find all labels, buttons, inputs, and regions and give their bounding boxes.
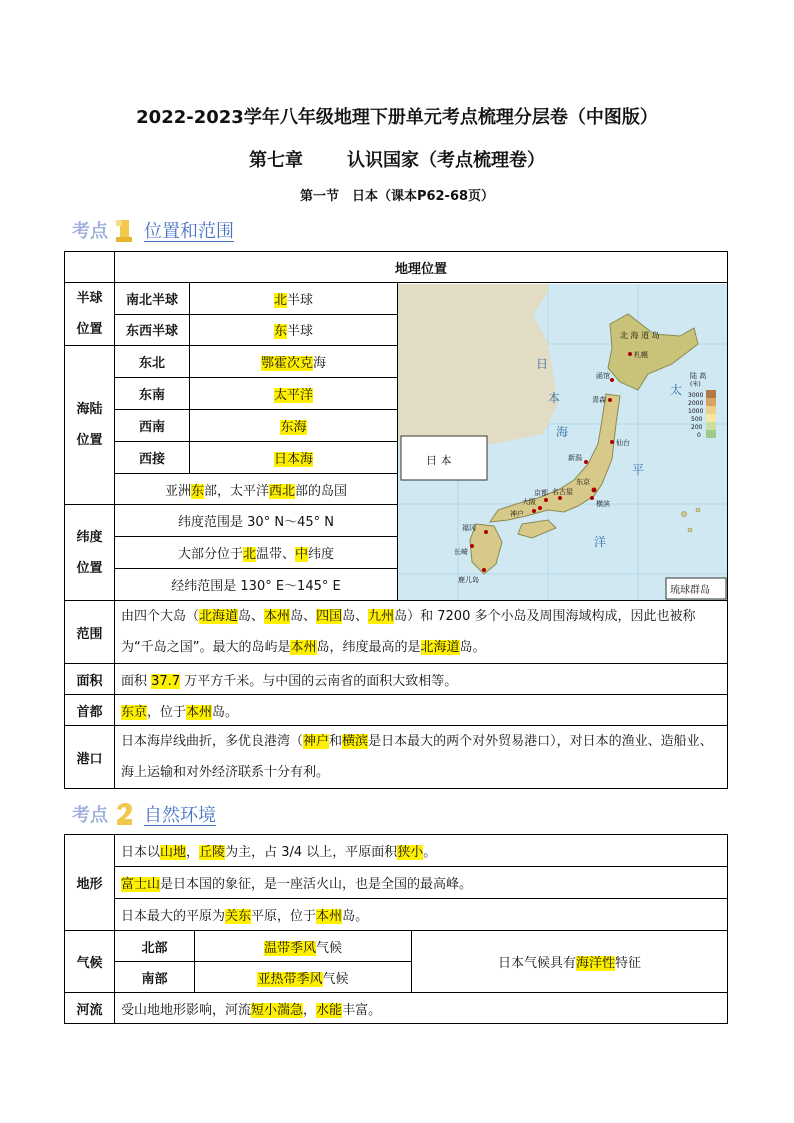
kaodian-name: 自然环境 <box>144 805 216 826</box>
chapter-name: 认识国家（考点梳理卷） <box>347 150 545 171</box>
chapter-number: 第七章 <box>249 150 303 171</box>
map-city: 福冈 <box>462 523 476 532</box>
location-table <box>64 251 728 789</box>
svg-text:500: 500 <box>691 415 703 423</box>
map-city: 名古屋 <box>552 487 573 496</box>
map-city: 京都 <box>534 488 548 497</box>
cell-value: 亚洲东部，太平洋西北部的岛国 <box>115 474 398 505</box>
cell-value: 经纬范围是 130° E～145° E <box>115 569 398 601</box>
map-ocean-label: 洋 <box>594 534 607 549</box>
map-sea-label: 本 <box>548 390 561 405</box>
row-label: 港口 <box>65 726 115 789</box>
row-label: 纬度 位置 <box>65 505 115 601</box>
cell-value: 鄂霍次克海 <box>190 346 398 378</box>
row-label: 河流 <box>65 993 115 1024</box>
cell-value: 温带季风气候 <box>195 931 412 962</box>
cell-value: 东京，位于本州岛。 <box>115 695 728 726</box>
cell-value: 日本以山地，丘陵为主，占 3/4 以上，平原面积狭小。 <box>115 835 728 867</box>
kaodian-1-heading <box>72 216 234 244</box>
map-city: 鹿儿岛 <box>458 575 479 584</box>
cell-label: 北部 <box>115 931 195 962</box>
row-label: 首都 <box>65 695 115 726</box>
chapter-title <box>0 146 794 172</box>
map-city: 新潟 <box>568 453 582 462</box>
map-ocean-label: 平 <box>632 462 645 477</box>
japan-map <box>398 283 728 601</box>
kaodian-label: 考点 <box>72 805 108 826</box>
cell-value: 北半球 <box>190 283 398 315</box>
cell-value: 由四个大岛（北海道岛、本州岛、四国岛、九州岛）和 7200 多个小岛及周围海域构成，因此也被称为“千岛之国”。最大的岛屿是本州岛，纬度最高的是北海道岛。 <box>115 601 728 664</box>
svg-text:(米): (米) <box>690 380 701 388</box>
cell-value: 纬度范围是 30° N～45° N <box>115 505 398 537</box>
cell-label: 南北半球 <box>115 283 190 315</box>
cell-label: 西接 <box>115 442 190 474</box>
cell-value: 日本海岸线曲折，多优良港湾（神户和横滨是日本最大的两个对外贸易港口），对日本的渔业、造船业、海上运输和对外经济联系十分有利。 <box>115 726 728 789</box>
cell-value: 富士山是日本国的象征，是一座活火山，也是全国的最高峰。 <box>115 867 728 899</box>
cell-label: 东北 <box>115 346 190 378</box>
row-label: 气候 <box>65 931 115 993</box>
cell-label: 南部 <box>115 962 195 993</box>
map-city: 东京 <box>576 477 590 486</box>
table-header: 地理位置 <box>115 252 728 283</box>
row-label: 海陆 位置 <box>65 346 115 505</box>
cell-label: 西南 <box>115 410 190 442</box>
row-label: 地形 <box>65 835 115 931</box>
kaodian-2-heading <box>72 800 216 828</box>
kaodian-label: 考点 <box>72 221 108 242</box>
map-city: 仙台 <box>616 438 630 447</box>
map-sea-label: 海 <box>556 424 569 439</box>
svg-text:2000: 2000 <box>688 399 704 407</box>
row-label: 范围 <box>65 601 115 664</box>
cell-value: 大部分位于北温带、中纬度 <box>115 537 398 569</box>
cell-label: 东南 <box>115 378 190 410</box>
map-ocean-label: 太 <box>670 382 683 397</box>
cell-value: 日本最大的平原为关东平原，位于本州岛。 <box>115 899 728 931</box>
map-island-label: 北 海 道 岛 <box>620 330 660 340</box>
svg-text:0: 0 <box>697 431 701 439</box>
number-1-icon <box>114 217 134 243</box>
row-label: 面积 <box>65 664 115 695</box>
map-city: 神户 <box>510 509 524 518</box>
cell-value: 受山地地形影响，河流短小湍急，水能丰富。 <box>115 993 728 1024</box>
cell-value: 东海 <box>190 410 398 442</box>
map-city: 大阪 <box>522 497 536 506</box>
cell-value: 日本气候具有海洋性特征 <box>412 931 728 993</box>
row-label: 半球 位置 <box>65 283 115 346</box>
map-city: 长崎 <box>454 547 468 556</box>
document-title: 2022-2023学年八年级地理下册单元考点梳理分层卷（中图版） <box>136 107 658 128</box>
map-city: 札幌 <box>634 350 648 359</box>
cell-value: 亚热带季风气候 <box>195 962 412 993</box>
cell-label: 东西半球 <box>115 314 190 346</box>
map-japan-label: 日 本 <box>426 453 452 467</box>
cell-value: 面积 37.7 万平方千米。与中国的云南省的面积大致相等。 <box>115 664 728 695</box>
nature-table <box>64 834 728 1024</box>
map-city: 横滨 <box>596 499 610 508</box>
map-ryukyu-label: 琉球群岛 <box>670 584 710 596</box>
cell-value: 太平洋 <box>190 378 398 410</box>
map-city: 函馆 <box>596 371 610 380</box>
number-2-icon <box>114 801 134 827</box>
svg-text:1000: 1000 <box>688 407 704 415</box>
map-sea-label: 日 <box>536 356 549 371</box>
svg-text:200: 200 <box>691 423 703 431</box>
cell-value: 日本海 <box>190 442 398 474</box>
section-title: 第一节 日本（课本P62-68页） <box>299 189 495 204</box>
map-city: 青森 <box>592 395 606 404</box>
cell-value: 东半球 <box>190 314 398 346</box>
svg-text:陆 高: 陆 高 <box>690 371 707 380</box>
kaodian-name: 位置和范围 <box>144 221 234 242</box>
svg-text:3000: 3000 <box>688 391 704 399</box>
